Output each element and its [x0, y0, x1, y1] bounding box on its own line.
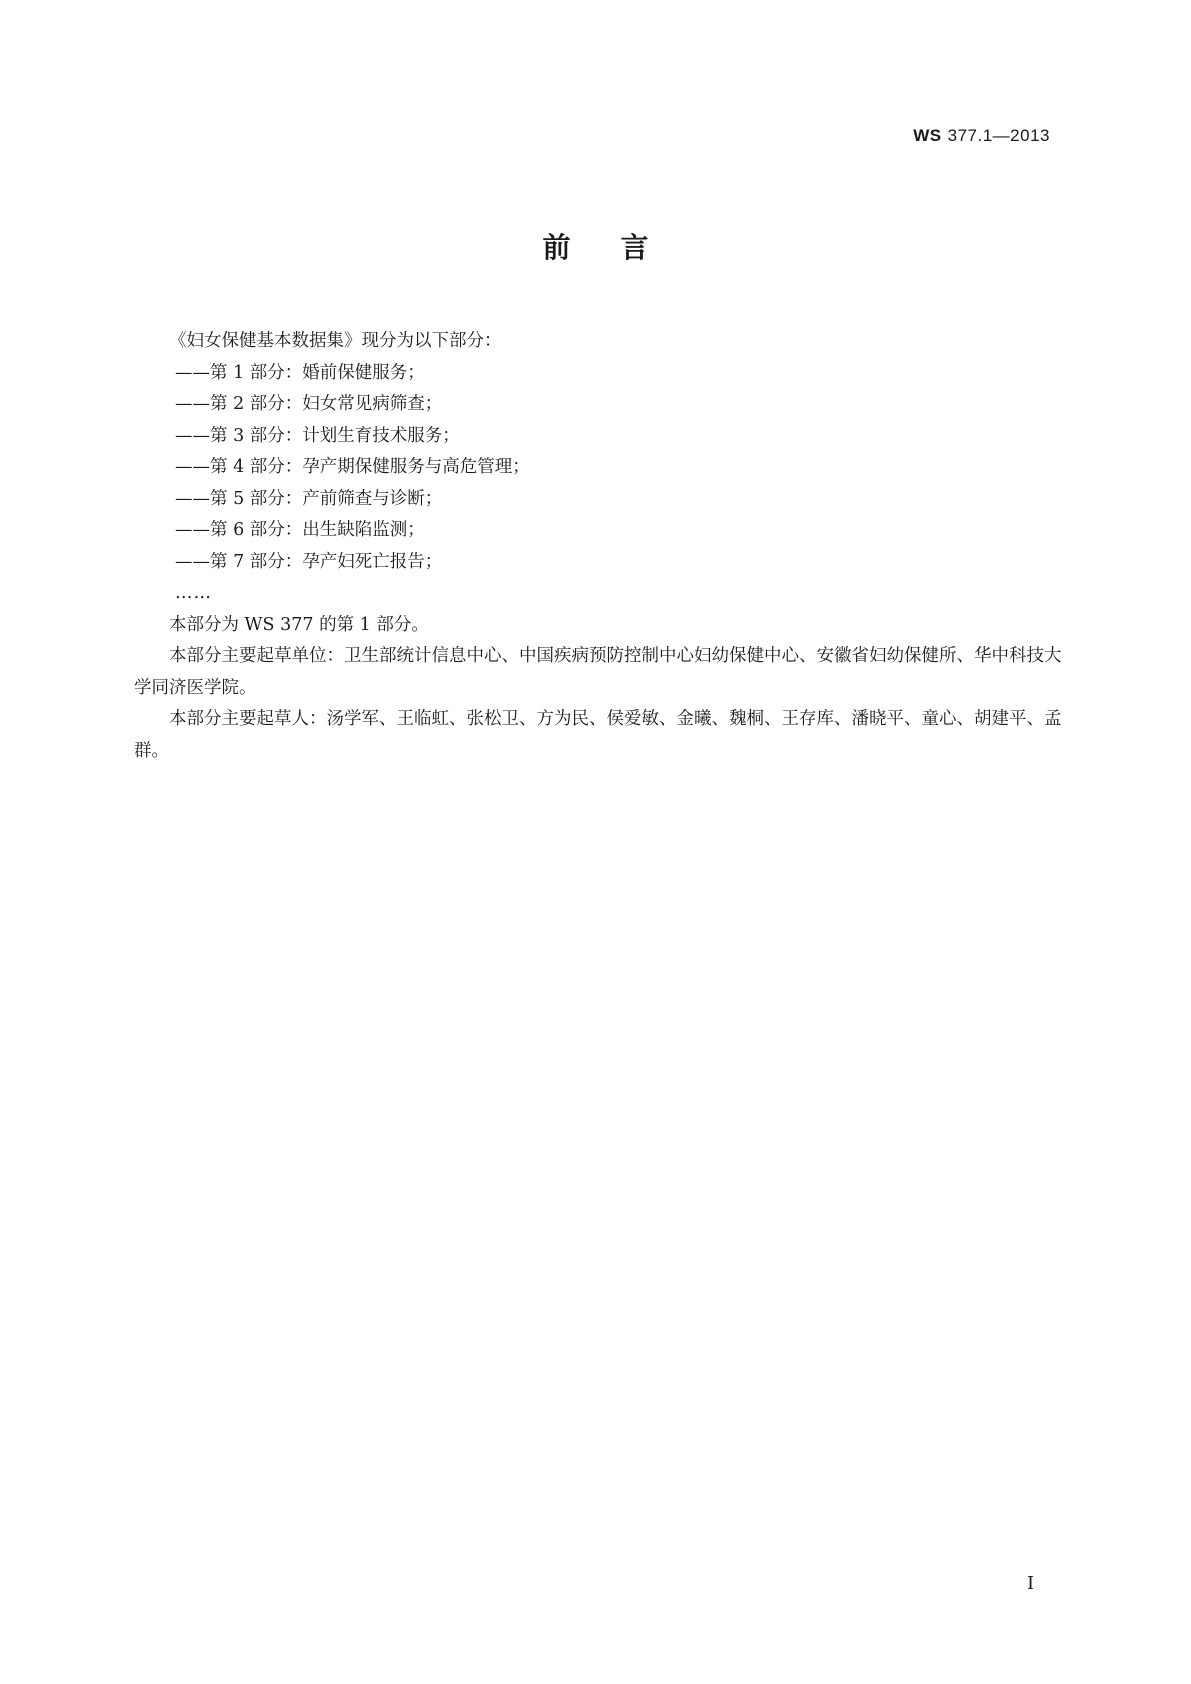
- drafters-paragraph: 本部分主要起草人：汤学军、王临虹、张松卫、方为民、侯爱敏、金曦、魏桐、王存库、潘晓平、童心、胡建平、孟群。: [134, 709, 1062, 761]
- part-item: ——第 3 部分：计划生育技术服务；: [175, 425, 460, 446]
- page-title: 前言: [542, 231, 699, 264]
- intro-paragraph: 《妇女保健基本数据集》现分为以下部分：: [169, 331, 502, 351]
- part-item: ——第 7 部分：孕产妇死亡报告；: [175, 551, 443, 572]
- drafting-units-paragraph: 本部分主要起草单位：卫生部统计信息中心、中国疾病预防控制中心妇幼保健中心、安徽省妇幼保健所、华中科技大学同济医学院。: [134, 646, 1062, 698]
- foreword-body: [134, 326, 1062, 767]
- standard-prefix: WS: [913, 126, 942, 145]
- standard-code: 377.1—2013: [947, 126, 1050, 145]
- part-item: ——第 2 部分：妇女常见病筛查；: [175, 394, 443, 414]
- page-number: I: [1027, 1573, 1035, 1594]
- ellipsis: ……: [175, 583, 212, 603]
- part-item: ——第 5 部分：产前筛查与诊断；: [175, 488, 443, 509]
- part-item: ——第 6 部分：出生缺陷监测；: [175, 520, 425, 540]
- standard-number: [913, 126, 1050, 146]
- part-item: ——第 1 部分：婚前保健服务；: [175, 362, 425, 383]
- statement-paragraph: 本部分为 WS 377 的第 1 部分。: [169, 614, 429, 635]
- part-item: ——第 4 部分：孕产期保健服务与高危管理；: [175, 457, 530, 477]
